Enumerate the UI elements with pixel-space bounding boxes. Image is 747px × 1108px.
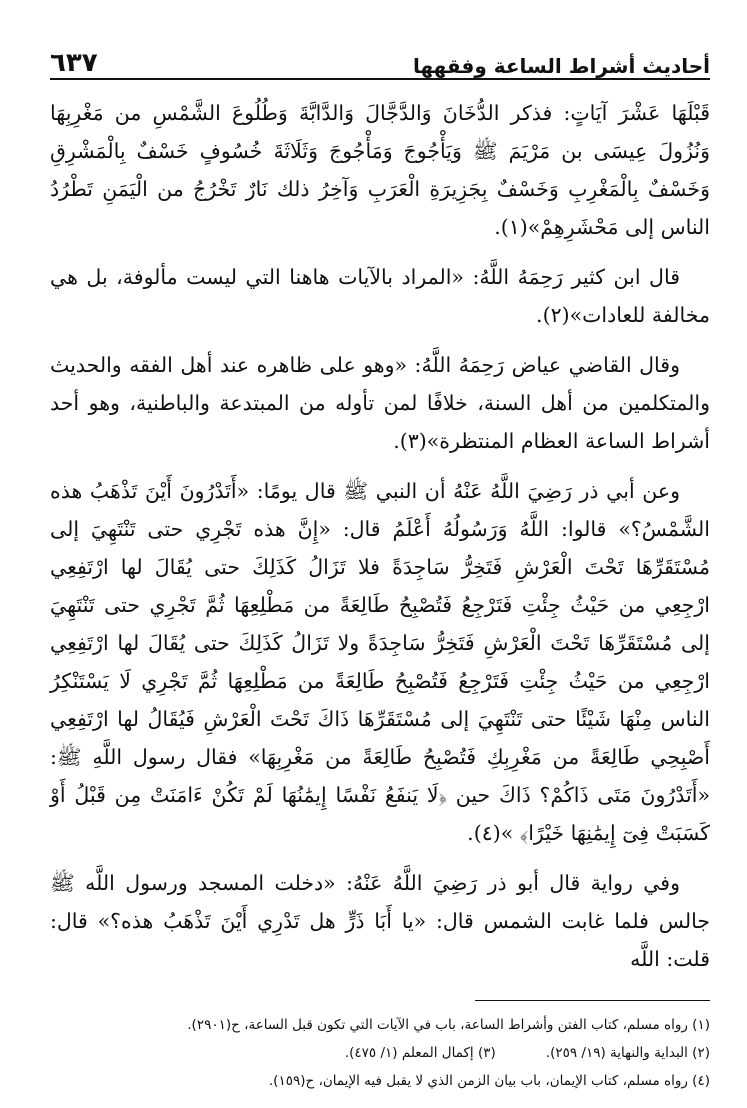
paragraph-5: وفي رواية قال أبو ذر رَضِيَ اللَّهُ عَنْهُ: «دخلت المسجد ورسول اللَّه ﷺ جالس فلما غابت الشمس قال: «يا أَبَا ذَرٍّ هل تَدْرِي أَيْنَ تَذْهَبُ هذه؟» قال: قلت: اللَّه	[50, 871, 710, 971]
footnote-4: (٤) رواه مسلم، كتاب الإيمان، باب بيان الزمن الذي لا يقبل فيه الإيمان، ح(١٥٩).	[268, 1073, 710, 1089]
page	[50, 40, 710, 1095]
footnote-row	[50, 1039, 710, 1067]
running-header	[50, 40, 710, 80]
paragraph-4: وعن أبي ذر رَضِيَ اللَّهُ عَنْهُ أن النبي ﷺ قال يومًا: «أَتَدْرُونَ أَيْنَ تَذْهَبُ هذه الشَّمْسُ؟» قالوا: اللَّهُ وَرَسُولُهُ أَعْلَمُ قال: «إِنَّ هذه تَجْرِي حتى تَنْتَهِيَ إلى مُسْتَقَرِّهَا تَحْتَ الْعَرْشِ فَتَخِرُّ سَاجِدَةً فلا تَزَالُ كَذَلِكَ حتى يُقَالَ لها ارْتَفِعِي ارْجِعِي من حَيْثُ جِئْتِ فَتَرْجِعُ فَتُصْبِحُ طَالِعَةً من مَطْلِعِهَا ثُمَّ تَجْرِي حتى تَنْتَهِيَ إلى مُسْتَقَرِّهَا تَحْتَ الْعَرْشِ فَتَخِرُّ سَاجِدَةً ولا تَزَالُ كَذَلِكَ حتى يُقَالَ لها ارْتَفِعِي ارْجِعِي من حَيْثُ جِئْتِ فَتَرْجِعُ فَتُصْبِحُ طَالِعَةً من مَطْلِعِهَا ثُمَّ تَجْرِي لَا يَسْتَنْكِرُ الناس مِنْهَا شَيْئًا حتى تَنْتَهِيَ إلى مُسْتَقَرِّهَا ذَاكَ تَحْتَ الْعَرْشِ فَيُقَالُ لها ارْتَفِعِي أَصْبِحِي طَالِعَةً من مَغْرِبِكِ فَتُصْبِحُ طَالِعَةً من مَغْرِبِهَا» فقال رسول اللَّهِ ﷺ: «أَتَدْرُونَ مَتَى ذَاكُمْ؟ ذَاكَ حين ﴿لَا يَنفَعُ نَفْسًا إِيمَٰنُهَا لَمْ تَكُنْ ءَامَنَتْ مِن قَبْلُ أَوْ كَسَبَتْ فِىٓ إِيمَٰنِهَا خَيْرًا﴾ »(٤).	[50, 479, 710, 845]
footnote-separator	[475, 1000, 710, 1001]
paragraph-3: وقال القاضي عياض رَحِمَهُ اللَّهُ: «وهو على ظاهره عند أهل الفقه والحديث والمتكلمين من أهل السنة، خلافًا لمن تأوله من المبتدعة والباطنية، وهو أحد أشراط الساعة العظام المنتظرة»(٣).	[50, 353, 710, 453]
footnote-3: (٣) إكمال المعلم (١/ ٤٧٥).	[344, 1045, 496, 1061]
footnote-1: (١) رواه مسلم، كتاب الفتن وأشراط الساعة، باب في الآيات التي تكون قبل الساعة، ح(٢٩٠١).	[187, 1017, 710, 1033]
footnote-2: (٢) البداية والنهاية (١٩/ ٢٥٩).	[545, 1045, 710, 1061]
paragraph-2: قال ابن كثير رَحِمَهُ اللَّهُ: «المراد بالآيات هاهنا التي ليست مألوفة، بل هي مخالفة للعادات»(٢).	[50, 265, 710, 327]
page-number: ٦٣٧	[50, 48, 98, 78]
paragraph-1: قَبْلَهَا عَشْرَ آيَاتٍ: فذكر الدُّخَانَ وَالدَّجَّالَ وَالدَّابَّةَ وَطُلُوعَ الشَّمْسِ من مَغْرِبِهَا وَنُزُولَ عِيسَى بن مَرْيَمَ ﷺ وَيَأْجُوجَ وَمَأْجُوجَ وَثَلَاثَةَ خُسُوفٍ خَسْفٌ بِالْمَشْرِقِ وَخَسْفٌ بِالْمَغْرِبِ وَخَسْفٌ بِجَزِيرَةِ الْعَرَبِ وَآخِرُ ذلك نَارٌ تَخْرُجُ من الْيَمَنِ تَطْرُدُ الناس إلى مَحْشَرِهِمْ»(١).	[50, 101, 710, 239]
running-title: أحاديث أشراط الساعة وفقهها	[412, 54, 710, 78]
body-text	[50, 94, 710, 978]
footnotes	[50, 1011, 710, 1095]
